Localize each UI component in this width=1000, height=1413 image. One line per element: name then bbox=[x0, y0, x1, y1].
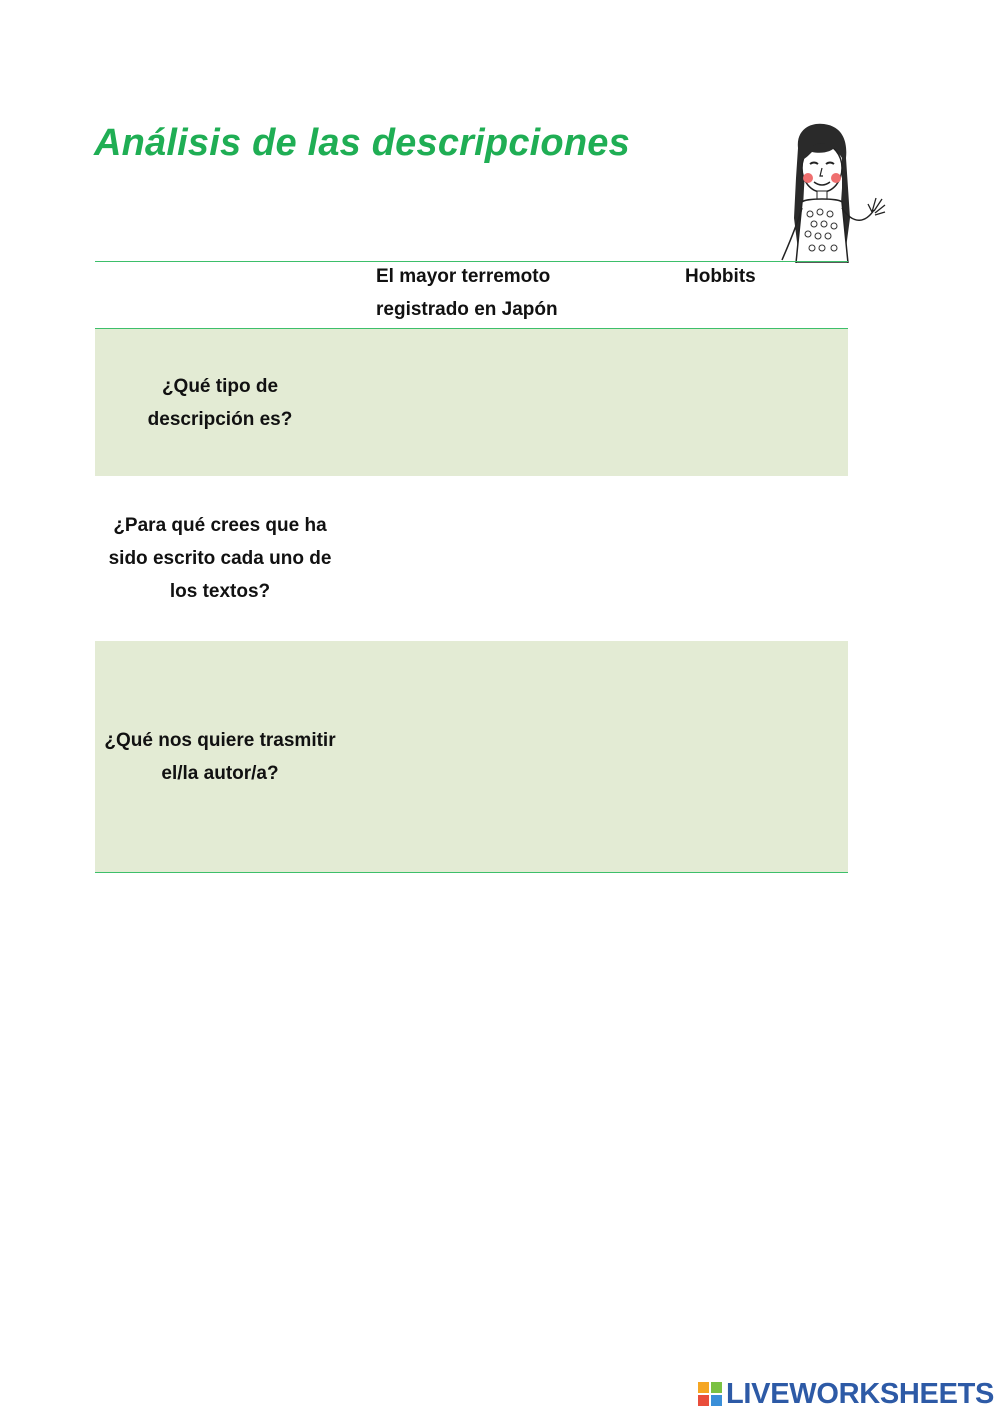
row-label-purpose bbox=[95, 476, 345, 641]
liveworksheets-wordmark: LIVEWORKSHEETS bbox=[726, 1377, 995, 1410]
answer-cell-type-earthquake[interactable] bbox=[360, 329, 660, 476]
answer-cell-message-earthquake[interactable] bbox=[360, 641, 660, 872]
answer-cell-purpose-earthquake[interactable] bbox=[360, 476, 660, 641]
column-header-hobbits: Hobbits bbox=[685, 266, 756, 287]
girl-waving-illustration bbox=[762, 118, 892, 263]
column-header-earthquake: El mayor terremoto registrado en Japón bbox=[376, 266, 558, 320]
worksheet-title: Análisis de las descripciones bbox=[94, 122, 630, 164]
liveworksheets-logo-icon bbox=[698, 1382, 722, 1406]
row-label-text: ¿Qué tipo de descripción es? bbox=[147, 375, 293, 430]
table-bottom-rule bbox=[95, 872, 848, 873]
row-label-description-type bbox=[95, 329, 345, 476]
row-label-text: ¿Para qué crees que ha sido escrito cada uno de los textos? bbox=[108, 515, 332, 602]
answer-cell-type-hobbits[interactable] bbox=[660, 329, 848, 476]
answer-cell-message-hobbits[interactable] bbox=[660, 641, 848, 872]
liveworksheets-brand bbox=[698, 1376, 994, 1412]
answer-cell-purpose-hobbits[interactable] bbox=[660, 476, 848, 641]
row-label-text: ¿Qué nos quiere trasmitir el/la autor/a? bbox=[104, 729, 336, 784]
row-label-author-message bbox=[95, 641, 345, 872]
